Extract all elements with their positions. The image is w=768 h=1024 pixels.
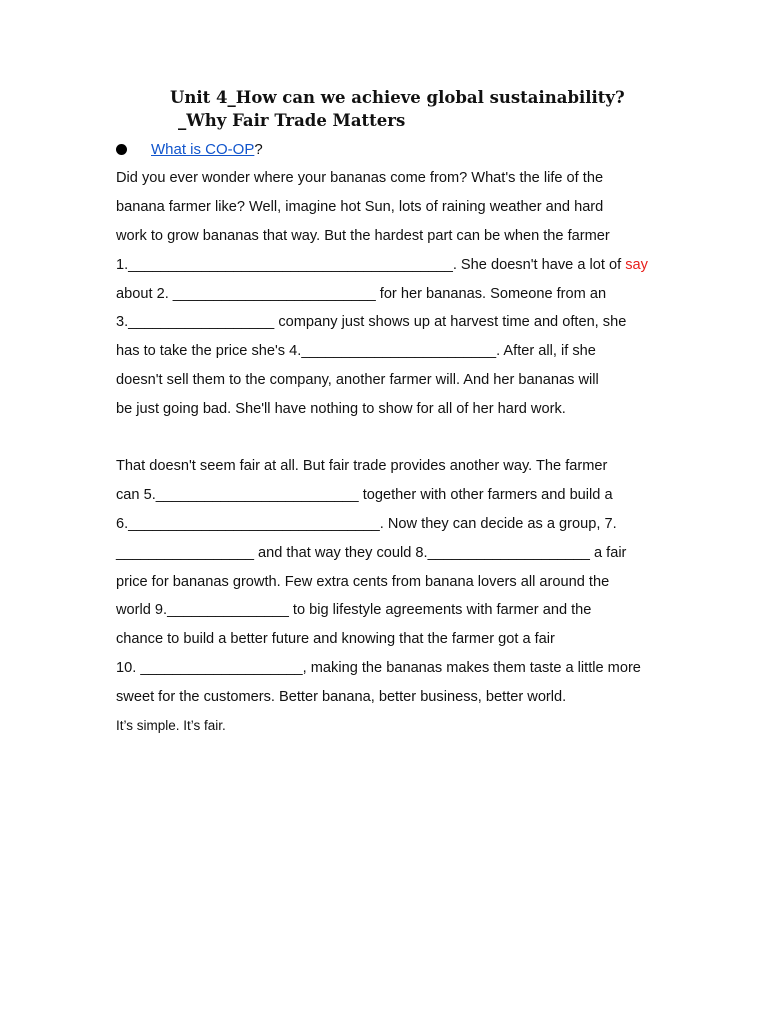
paragraph-2-line-5: price for bananas growth. Few extra cents from banana lovers all around the [116,573,610,590]
paragraph-2-line-6: world 9._______________ to big lifestyle agreements with farmer and the [116,602,592,619]
title-line-1: Unit 4_How can we achieve global sustainability? [170,88,625,107]
bullet-suffix: ? [254,141,263,158]
highlighted-word-say: say [625,256,648,273]
paragraph-2-line-8: 10. ____________________, making the bananas makes them taste a little more [116,660,641,677]
co-op-bullet [116,138,263,162]
paragraph-1-line-1: Did you ever wonder where your bananas come from? What's the life of the [116,170,604,186]
paragraph-2-line-9: sweet for the customers. Better banana, better business, better world. [116,689,567,706]
paragraph-1-line-4 [116,251,666,280]
paragraph-2-line-3: 6._______________________________. Now they can decide as a group, 7. [116,515,617,532]
paragraph-2-line-2: can 5._________________________ together with other farmers and build a [116,486,613,503]
worksheet-title [170,86,625,132]
paragraph-2-line-7: chance to build a better future and knowing that the farmer got a fair [116,631,555,648]
paragraph-1-line-6: 3.__________________ company just shows up at harvest time and often, she [116,314,627,331]
paragraph-1-line-3: work to grow bananas that way. But the hardest part can be when the farmer [116,227,610,244]
blank-1-text: 1.________________________________________. She doesn't have a lot of [116,256,626,273]
paragraph-1-line-2: banana farmer like? Well, imagine hot Sun, lots of raining weather and hard [116,198,604,215]
title-line-2: _Why Fair Trade Matters [178,111,406,130]
bullet-dot-icon [116,144,127,155]
paragraph-1-line-9: be just going bad. She'll have nothing to show for all of her hard work. [116,401,566,418]
paragraph-2-line-1: That doesn't seem fair at all. But fair trade provides another way. The farmer [116,458,608,474]
paragraph-2-line-4: _________________ and that way they could 8.____________________ a fair [116,544,627,561]
paragraph-1-line-5: about 2. _________________________ for her bananas. Someone from an [116,285,607,302]
what-is-co-op-link[interactable]: What is CO-OP [151,141,255,158]
paragraph-1-line-8: doesn't sell them to the company, another farmer will. And her bananas will [116,372,599,389]
paragraph-1 [116,164,666,424]
paragraph-1-line-7: has to take the price she's 4.________________________. After all, if she [116,343,596,360]
paragraph-2 [116,452,666,712]
closing-line: It’s simple. It’s fair. [116,718,226,733]
